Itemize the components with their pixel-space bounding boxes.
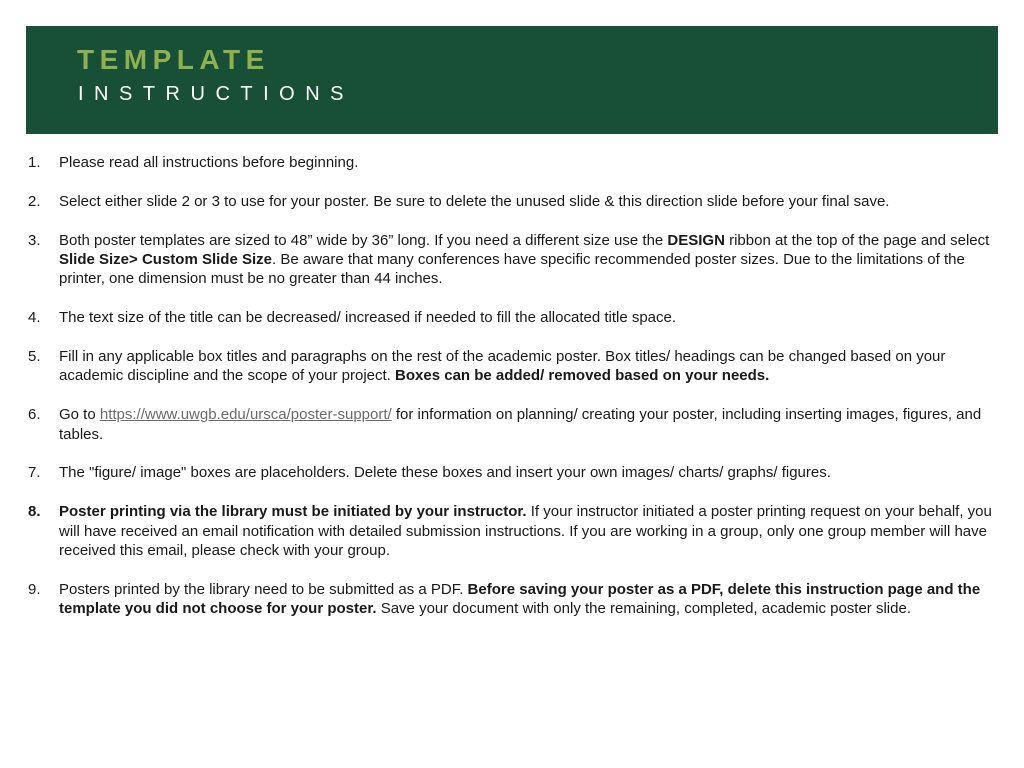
instructions-list <box>28 153 1000 638</box>
item-number: 5. <box>28 348 41 365</box>
item-text: Select either slide 2 or 3 to use for your poster. Be sure to delete the unused slide & this direction slide before your final save. <box>59 192 890 210</box>
instruction-item-5 <box>28 347 1000 386</box>
item-text: Fill in any applicable box titles and paragraphs on the rest of the academic poster. Box titles/ headings can be changed based on your academic discipline and the scope of your project. <box>59 348 946 385</box>
item-text: Posters printed by the library need to be submitted as a PDF. <box>59 580 468 598</box>
pdf-note: Before saving your poster as a PDF, delete this instruction page and the template you did not choose for your poster. <box>59 580 981 618</box>
instruction-item-9 <box>28 580 1000 619</box>
item-number: 7. <box>28 464 41 482</box>
item-text: . Be aware that many conferences have specific recommended poster sizes. Due to the limitations of the printer, one dimension must be no greater than 44 inches. <box>59 251 965 288</box>
instruction-item-1 <box>28 153 1000 172</box>
item-number: 6. <box>28 406 41 424</box>
boxes-note: Boxes can be added/ removed based on your needs. <box>395 367 770 385</box>
slide-size-path: Slide Size> Custom Slide Size <box>59 251 272 268</box>
item-number: 8. <box>28 503 41 521</box>
item-text: ribbon at the top of the page and select <box>724 231 990 249</box>
instruction-item-8 <box>28 502 1000 560</box>
item-text: The "figure/ image" boxes are placeholders. Delete these boxes and insert your own images/ charts/ graphs/ figures. <box>59 464 831 482</box>
item-number: 1. <box>28 154 41 171</box>
instruction-item-7 <box>28 463 1000 482</box>
instruction-item-4 <box>28 308 1000 327</box>
item-text: for information on planning/ creating your poster, including inserting images, figures, and tables. <box>59 406 982 443</box>
design-ribbon-label: DESIGN <box>667 231 725 249</box>
item-text: The text size of the title can be decreased/ increased if needed to fill the allocated title space. <box>59 309 677 327</box>
page-subtitle: INSTRUCTIONS <box>78 83 354 105</box>
instruction-item-2 <box>28 192 1000 211</box>
item-number: 3. <box>28 231 41 249</box>
item-text: Go to <box>59 406 100 424</box>
item-number: 9. <box>28 580 41 598</box>
item-text: Please read all instructions before beginning. <box>59 154 359 171</box>
item-text: Save your document with only the remaining, completed, academic poster slide. <box>376 600 911 618</box>
item-number: 4. <box>28 309 41 327</box>
poster-support-link[interactable]: https://www.uwgb.edu/ursca/poster-support/ <box>99 406 392 424</box>
instruction-item-3 <box>28 231 1000 289</box>
item-text: If your instructor initiated a poster printing request on your behalf, you will have received an email notification with detailed submission instructions. If you are working in a group, only one group member will have received this email, please check with your group. <box>59 503 992 560</box>
printing-note: Poster printing via the library must be initiated by your instructor. <box>59 503 527 521</box>
item-text: Both poster templates are sized to 48” wide by 36” long. If you need a different size use the <box>59 231 668 249</box>
page-title: TEMPLATE <box>77 44 270 75</box>
instruction-item-6 <box>28 405 1000 444</box>
item-number: 2. <box>28 192 41 210</box>
header-band <box>26 26 998 134</box>
